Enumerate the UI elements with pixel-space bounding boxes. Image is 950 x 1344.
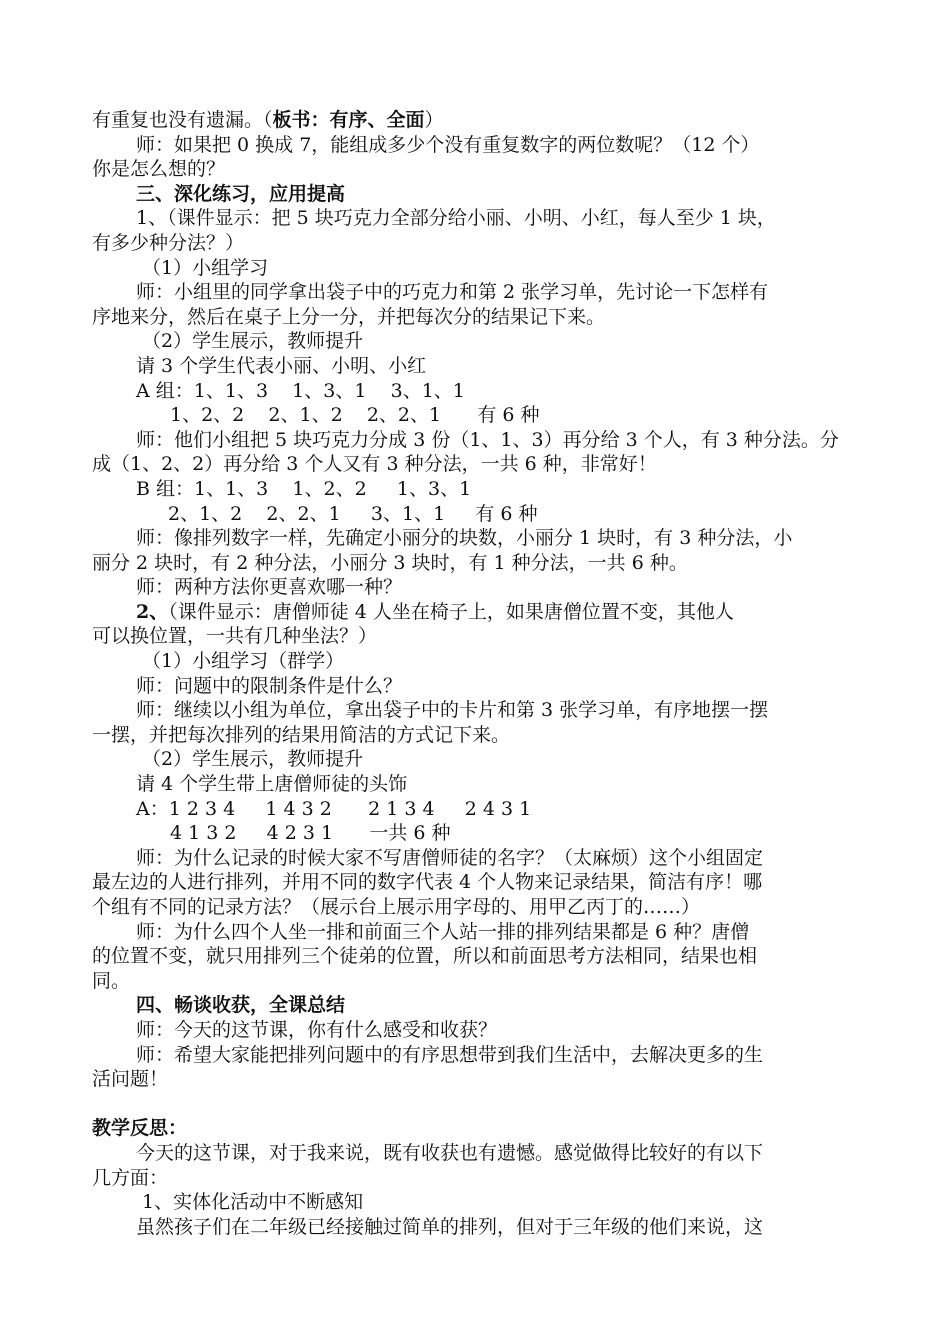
document-page <box>92 108 864 1239</box>
text-line <box>92 821 864 846</box>
text-line <box>92 502 864 527</box>
text-segment: 有重复也没有遗漏。（ <box>92 109 273 131</box>
text-segment: 1、实体化活动中不断感知 <box>142 1191 364 1214</box>
text-segment: A 组：1、1、3 1、3、1 3、1、1 <box>136 379 465 402</box>
text-line <box>92 674 864 699</box>
text-segment: 最左边的人进行排列，并用不同的数字代表 4 个人物来记录结果，简洁有序！哪 <box>92 871 763 894</box>
text-line <box>92 969 864 994</box>
text-segment: 丽分 2 块时，有 2 种分法，小丽分 3 块时，有 1 种分法，一共 6 种。 <box>92 551 688 574</box>
text-segment: 序地来分，然后在桌子上分一分，并把每次分的结果记下来。 <box>92 305 606 328</box>
text-segment: 请 4 个学生带上唐僧师徒的头饰 <box>136 773 408 796</box>
text-line <box>92 1215 864 1240</box>
bold-text: 四、畅谈收获，全课总结 <box>136 994 346 1017</box>
text-line <box>92 108 864 133</box>
text-line <box>92 944 864 969</box>
text-segment: 几方面： <box>92 1166 169 1189</box>
text-line <box>92 747 864 772</box>
text-segment: 1、（课件显示：把 5 块巧克力全部分给小丽、小明、小红，每人至少 1 块， <box>136 207 776 230</box>
text-line <box>92 1141 864 1166</box>
text-segment: （2）学生展示，教师提升 <box>142 748 364 771</box>
text-segment: （1）小组学习（群学） <box>142 650 345 673</box>
text-line <box>92 920 864 945</box>
text-segment: 1、2、2 2、1、2 2、2、1 有 6 种 <box>170 404 540 427</box>
text-segment: 的位置不变，就只用排列三个徒弟的位置，所以和前面思考方法相同，结果也相 <box>92 945 758 968</box>
text-segment: 请 3 个学生代表小丽、小明、小红 <box>136 354 427 377</box>
text-segment: 师：问题中的限制条件是什么？ <box>136 674 403 697</box>
text-segment: 师：为什么四个人坐一排和前面三个人站一排的排列结果都是 6 种？唐僧 <box>136 920 750 943</box>
text-segment: 一摆，并把每次排列的结果用简洁的方式记下来。 <box>92 723 511 746</box>
text-line <box>92 846 864 871</box>
text-segment: 个组有不同的记录方法？（展示台上展示用字母的、用甲乙丙丁的……） <box>92 896 701 918</box>
text-line <box>92 624 864 649</box>
text-line <box>92 329 864 354</box>
bold-text: 三、深化练习，应用提高 <box>136 182 346 205</box>
text-segment: 师：如果把 0 换成 7，能组成多少个没有重复数字的两位数呢？（12 个） <box>136 133 760 156</box>
text-line <box>92 993 864 1018</box>
text-line <box>92 526 864 551</box>
bold-text: 教学反思： <box>92 1117 188 1140</box>
text-segment: 可以换位置，一共有几种坐法？） <box>92 625 378 648</box>
text-line <box>92 870 864 895</box>
text-line <box>92 698 864 723</box>
text-line <box>92 182 864 207</box>
text-line <box>92 256 864 281</box>
text-segment: 4 1 3 2 4 2 3 1 一共 6 种 <box>170 822 451 845</box>
text-segment: 成（1、2、2）再分给 3 个人又有 3 种分法，一共 6 种，非常好！ <box>92 453 657 476</box>
text-line <box>92 231 864 256</box>
text-segment: （1）小组学习 <box>142 256 269 279</box>
text-line <box>92 551 864 576</box>
text-segment: 你是怎么想的？ <box>92 158 226 181</box>
text-line <box>92 452 864 477</box>
text-line <box>92 157 864 182</box>
text-segment: 师：他们小组把 5 块巧克力分成 3 份（1、1、3）再分给 3 个人，有 3 种分法。分 <box>136 428 839 451</box>
text-line <box>92 1166 864 1191</box>
text-line <box>92 403 864 428</box>
text-line <box>92 575 864 600</box>
text-segment: 活问题！ <box>92 1068 169 1091</box>
blank-line <box>92 1092 864 1117</box>
text-segment: 师：两种方法你更喜欢哪一种？ <box>136 576 403 599</box>
text-segment: （课件显示：唐僧师徒 4 人坐在椅子上，如果唐僧位置不变，其他人 <box>168 600 734 623</box>
text-line <box>92 379 864 404</box>
text-segment: 师：今天的这节课，你有什么感受和收获？ <box>136 1018 498 1041</box>
text-line <box>92 354 864 379</box>
text-segment: 今天的这节课，对于我来说，既有收获也有遗憾。感觉做得比较好的有以下 <box>136 1141 764 1164</box>
text-line <box>92 772 864 797</box>
text-segment: B 组：1、1、3 1、2、2 1、3、1 <box>136 477 472 500</box>
text-line <box>92 895 864 920</box>
text-segment: 师：像排列数字一样，先确定小丽分的块数，小丽分 1 块时，有 3 种分法，小 <box>136 527 793 550</box>
text-line <box>92 600 864 625</box>
text-segment: 虽然孩子们在二年级已经接触过简单的排列，但对于三年级的他们来说，这 <box>136 1215 764 1238</box>
text-segment: 同。 <box>92 969 131 992</box>
text-segment: ） <box>424 109 444 131</box>
text-segment: 师：继续以小组为单位，拿出袋子中的卡片和第 3 张学习单，有序地摆一摆 <box>136 699 769 722</box>
text-line <box>92 206 864 231</box>
text-line <box>92 1067 864 1092</box>
text-line <box>92 797 864 822</box>
text-line <box>92 1043 864 1068</box>
text-line <box>92 1190 864 1215</box>
text-line <box>92 723 864 748</box>
text-segment: 2、1、2 2、2、1 3、1、1 有 6 种 <box>168 502 538 525</box>
text-segment: A：1 2 3 4 1 4 3 2 2 1 3 4 2 4 3 1 <box>136 797 532 820</box>
text-segment: 师：为什么记录的时候大家不写唐僧师徒的名字？（太麻烦）这个小组固定 <box>136 846 764 869</box>
text-line <box>92 133 864 158</box>
text-line <box>92 1116 864 1141</box>
text-segment: 师：希望大家能把排列问题中的有序思想带到我们生活中，去解决更多的生 <box>136 1043 764 1066</box>
text-segment: （2）学生展示，教师提升 <box>142 330 364 353</box>
text-line <box>92 280 864 305</box>
text-line <box>92 428 864 453</box>
text-segment: 有多少种分法？） <box>92 231 245 254</box>
text-line <box>92 1018 864 1043</box>
bold-text: 2、 <box>136 600 169 623</box>
text-segment: 师：小组里的同学拿出袋子中的巧克力和第 2 张学习单，先讨论一下怎样有 <box>136 281 769 304</box>
bold-text: 板书：有序、全面 <box>272 109 425 131</box>
text-line <box>92 477 864 502</box>
text-line <box>92 305 864 330</box>
text-line <box>92 649 864 674</box>
